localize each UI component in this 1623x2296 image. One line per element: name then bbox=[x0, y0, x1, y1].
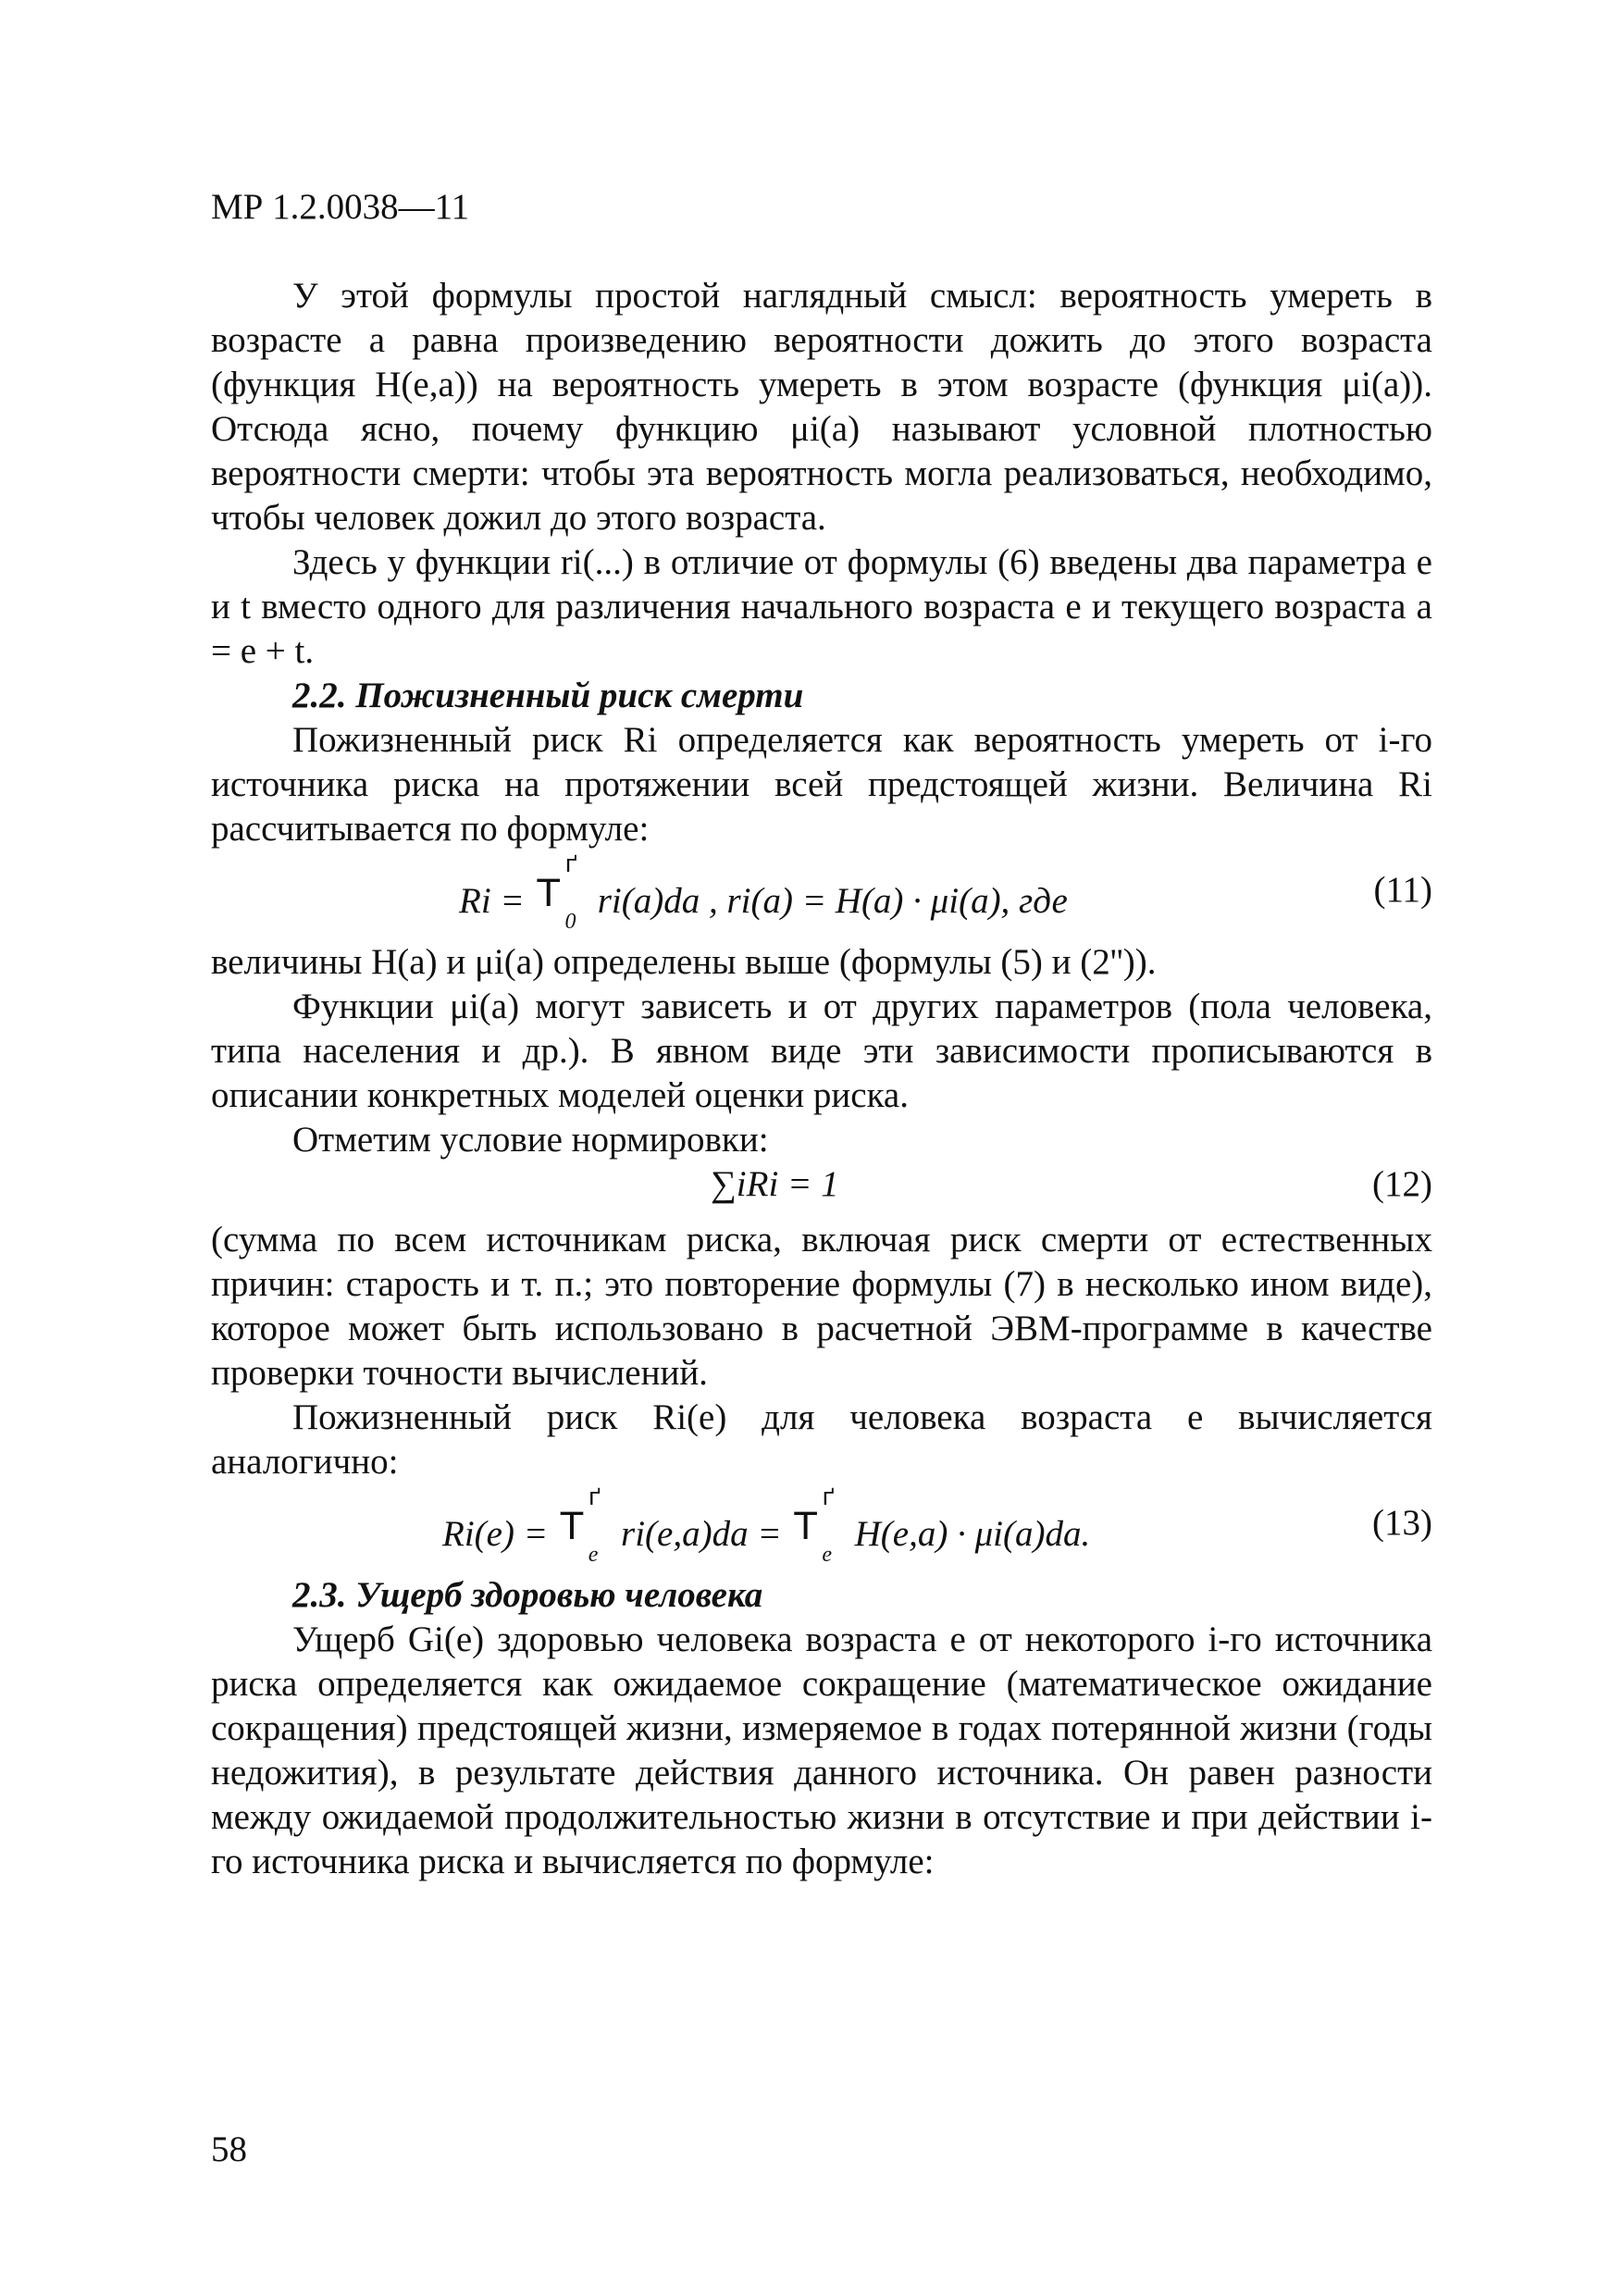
paragraph-function-params: Здесь у функции ri(...) в отличие от формулы (6) введены два параметра e и t вместо одного для различения начального возраста e и текущего возраста a = e + t. bbox=[211, 542, 1432, 671]
integral-sign-icon: T ґ 0 bbox=[537, 850, 578, 934]
formula-12-expression: ∑iRi = 1 bbox=[711, 1164, 839, 1204]
integral-sign-icon: T ґ e bbox=[560, 1483, 601, 1567]
paragraph-dependencies: Функции μi(a) могут зависеть и от других параметров (пола человека, типа населения и др.). В явном виде эти зависимости прописываются в описании конкретных моделей оценки риска. bbox=[211, 987, 1432, 1115]
formula-11-number: (11) bbox=[1373, 870, 1432, 910]
formula-13-expression bbox=[442, 1483, 1091, 1567]
formula-11-expression bbox=[459, 850, 1068, 934]
paragraph-normalization-note: (сумма по всем источникам риска, включая риск смерти от естественных причин: старость и т. п.; это повторение формулы (7) в несколько ином виде), которое может быть использовано в расчетной ЭВМ-программе в качестве проверки точности вычислений. bbox=[211, 1220, 1432, 1393]
section-heading-2-2: 2.2. Пожизненный риск смерти bbox=[292, 676, 804, 715]
section-heading-2-3: 2.3. Ущерб здоровью человека bbox=[292, 1575, 763, 1615]
body-text bbox=[211, 274, 1432, 1884]
formula-13-lhs: Ri(e) = bbox=[442, 1514, 549, 1554]
integral-sign-icon: T ґ e bbox=[794, 1483, 836, 1567]
formula-11 bbox=[211, 851, 1432, 940]
paragraph-quantities-defined: величины H(a) и μi(a) определены выше (формулы (5) и (2'')). bbox=[211, 942, 1157, 982]
paragraph-lifetime-risk-age: Пожизненный риск Ri(e) для человека возраста e вычисляется аналогично: bbox=[211, 1397, 1432, 1482]
paragraph-health-damage: Ущерб Gi(e) здоровью человека возраста e от некоторого i-го источника риска определяется как ожидаемое сокращение (математическое ожидание сокращения) предстоящей жизни, измеряемое в годах потерянной жизни (годы недожития), в результате действия данного источника. Он равен разности между ожидаемой продолжительностью жизни в отсутствие и при действии i-го источника риска и вычисляется по формуле: bbox=[211, 1620, 1432, 1881]
paragraph-meaning: У этой формулы простой наглядный смысл: вероятность умереть в возрасте a равна произведению вероятности дожить до этого возраста (функция H(e,a)) на вероятность умереть в этом возрасте (функция μi(a)). Отсюда ясно, почему функцию μi(a) называют условной плотностью вероятности смерти: чтобы эта вероятность могла реализоваться, необходимо, чтобы человек дожил до этого возраста. bbox=[211, 276, 1432, 538]
formula-12-number: (12) bbox=[1372, 1164, 1432, 1204]
paragraph-normalization-intro: Отметим условие нормировки: bbox=[292, 1120, 769, 1160]
formula-12 bbox=[211, 1162, 1432, 1218]
formula-13-number: (13) bbox=[1372, 1503, 1432, 1543]
formula-13-mid: ri(e,a)da = bbox=[621, 1514, 782, 1554]
paragraph-lifetime-risk: Пожизненный риск Ri определяется как вероятность умереть от i-го источника риска на протяжении всей предстоящей жизни. Величина Ri рассчитывается по формуле: bbox=[211, 720, 1432, 849]
document-code-header: МР 1.2.0038—11 bbox=[211, 187, 470, 227]
page-number: 58 bbox=[211, 2129, 247, 2169]
formula-11-body: ri(a)da , ri(a) = H(a) · μi(a), где bbox=[597, 881, 1068, 921]
formula-13-body: H(e,a) · μi(a)da. bbox=[854, 1514, 1091, 1554]
formula-13 bbox=[211, 1484, 1432, 1573]
formula-11-lhs: Ri = bbox=[459, 881, 525, 921]
